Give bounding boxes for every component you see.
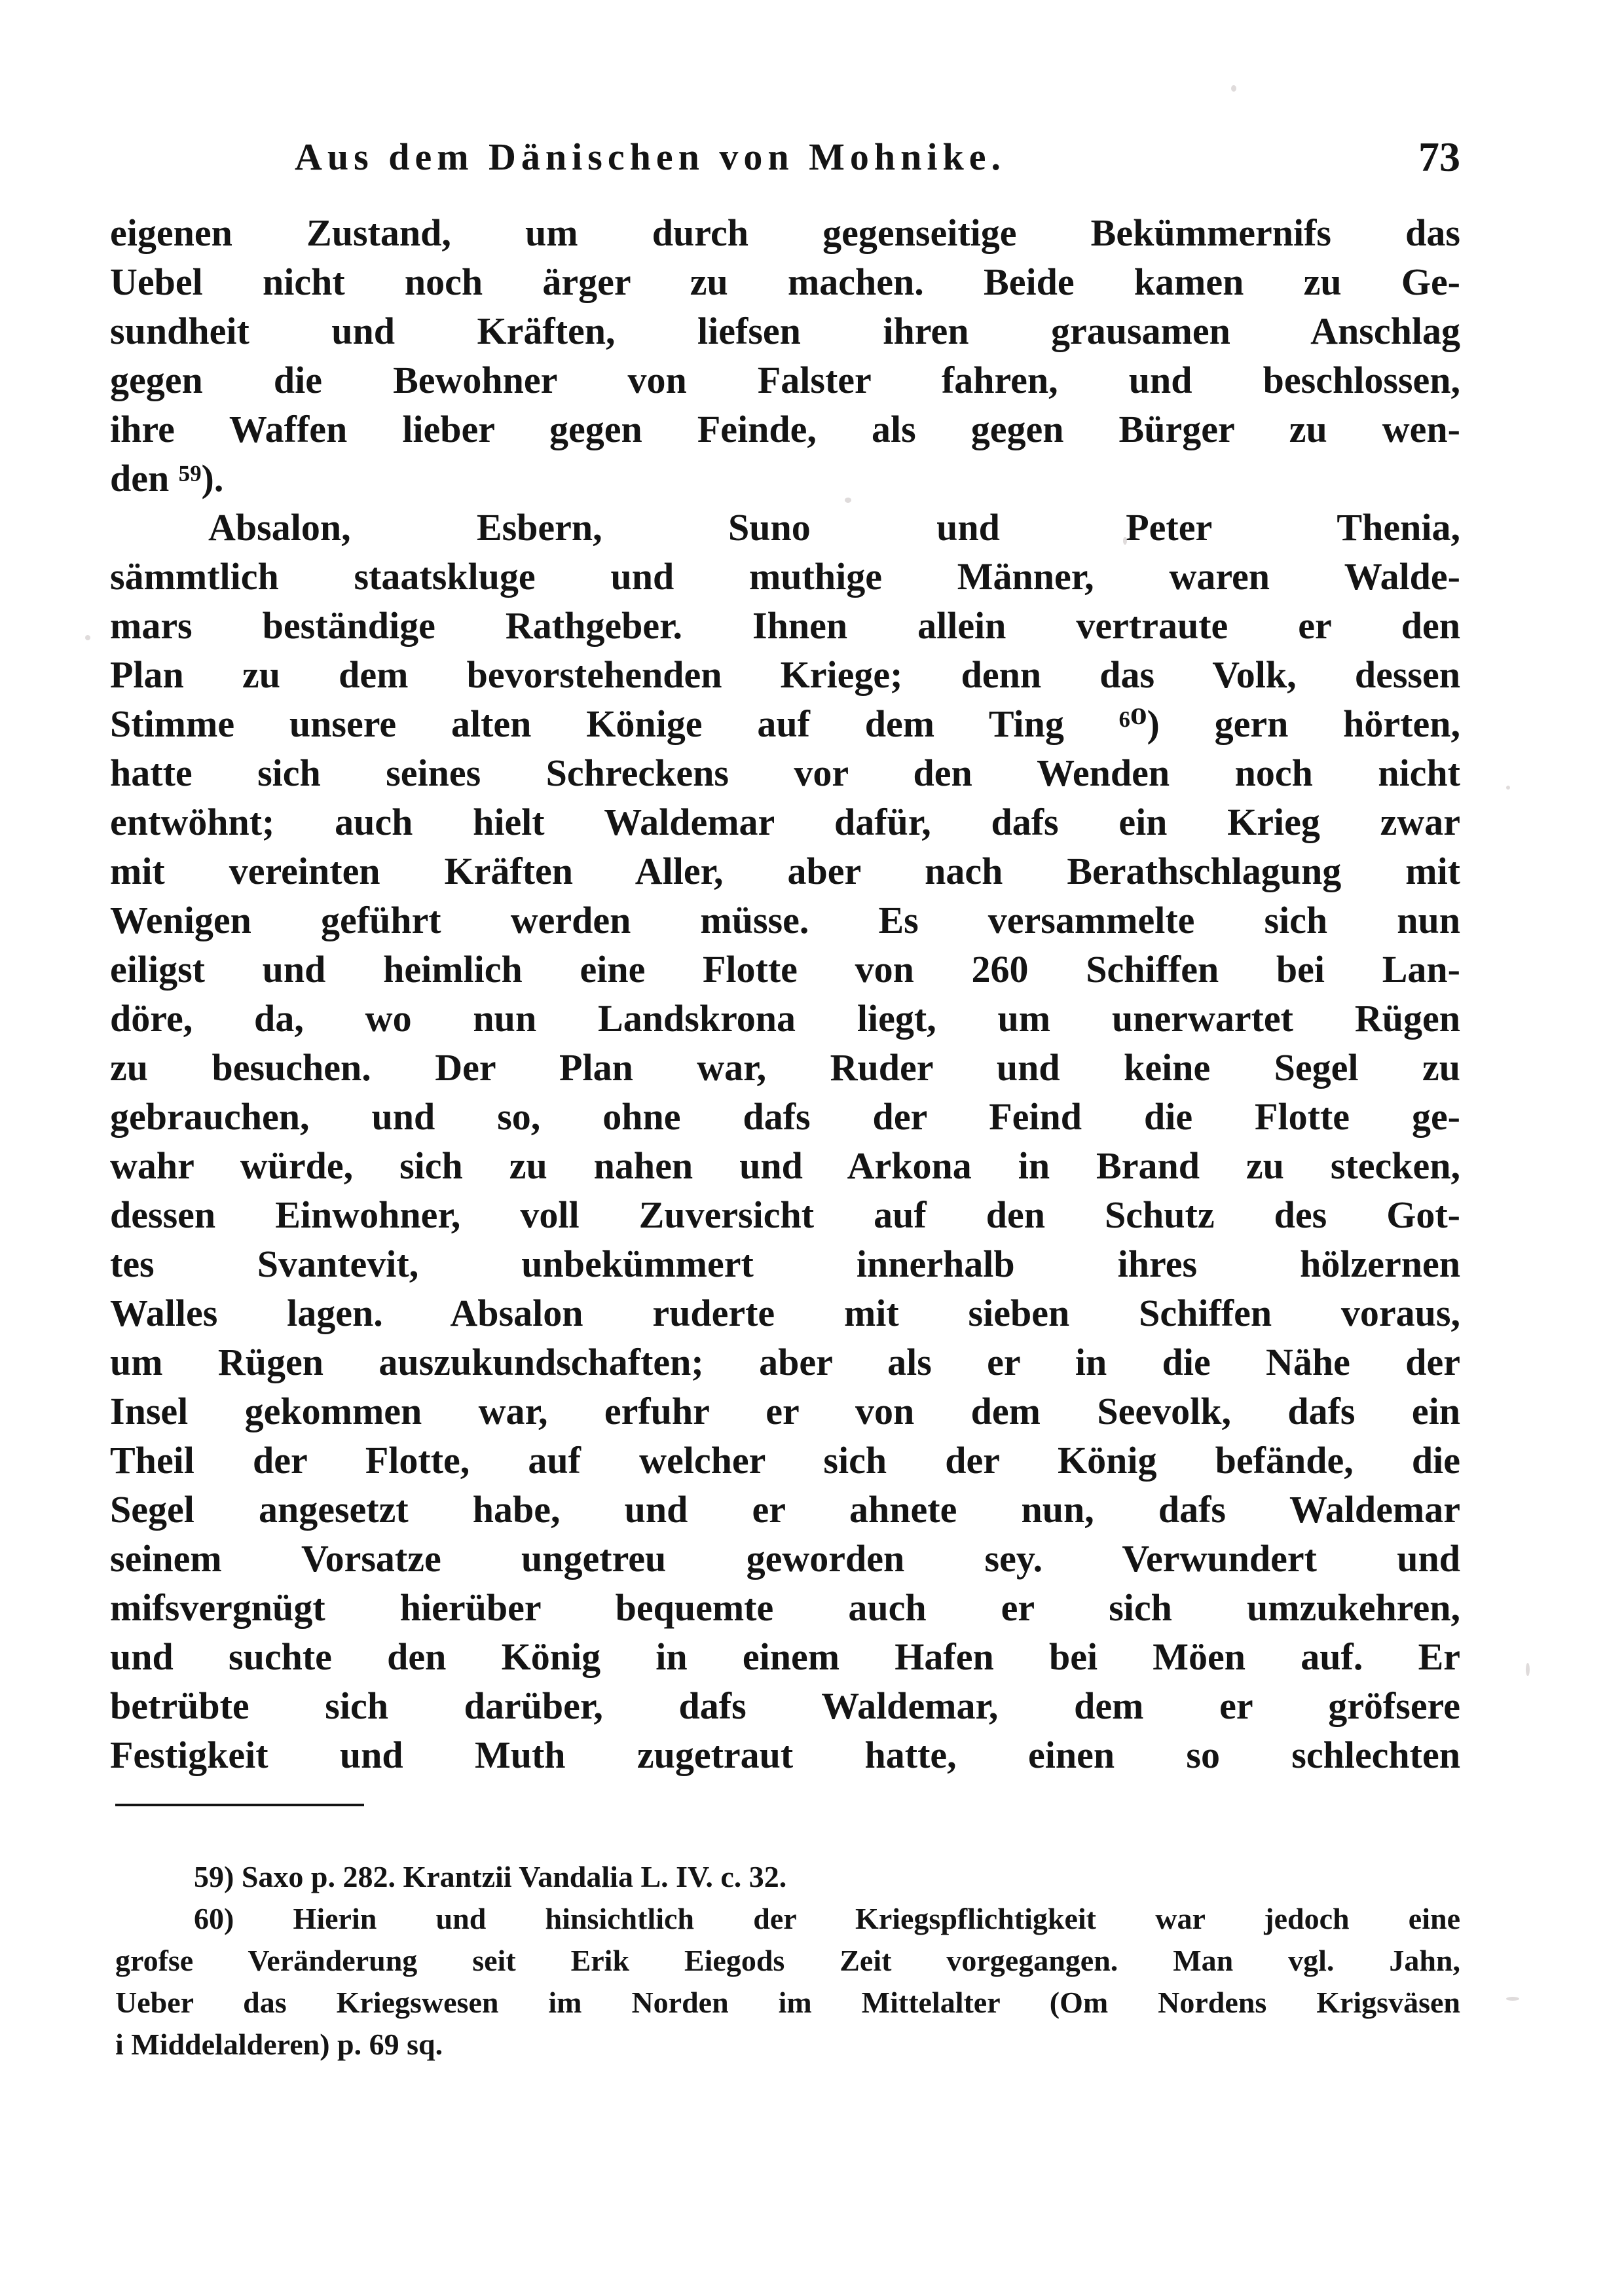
- text-line: eigenen Zustand, um durch gegenseitige Bekümmernifs das: [110, 211, 1460, 254]
- paper-speck: [1123, 537, 1127, 545]
- text-line: mifsvergnügt hierüber bequemte auch er sich umzukehren,: [110, 1586, 1460, 1629]
- text-line: hatte sich seines Schreckens vor den Wenden noch nicht: [110, 752, 1460, 794]
- text-line: den ⁵⁹).: [110, 457, 224, 500]
- text-line: und suchte den König in einem Hafen bei Möen auf. Er: [110, 1635, 1460, 1678]
- body-text: [110, 208, 1460, 1779]
- text-line: mit vereinten Kräften Aller, aber nach Berathschlagung mit: [110, 850, 1460, 892]
- text-line: gegen die Bewohner von Falster fahren, und beschlossen,: [110, 359, 1460, 401]
- text-line: wahr würde, sich zu nahen und Arkona in Brand zu stecken,: [110, 1144, 1460, 1187]
- text-line: Walles lagen. Absalon ruderte mit sieben Schiffen voraus,: [110, 1292, 1460, 1334]
- text-line: sämmtlich staatskluge und muthige Männer, waren Walde-: [110, 555, 1460, 598]
- paper-speck: [1526, 1663, 1530, 1676]
- footnote-line: 60) Hierin und hinsichtlich der Kriegspflichtigkeit war jedoch eine: [194, 1902, 1460, 1935]
- text-line: Absalon, Esbern, Suno und Peter Thenia,: [208, 506, 1460, 549]
- page-number: 73: [1418, 134, 1460, 180]
- paper-speck: [1506, 786, 1510, 790]
- text-line: mars beständige Rathgeber. Ihnen allein vertraute er den: [110, 604, 1460, 647]
- text-line: seinem Vorsatze ungetreu geworden sey. Verwundert und: [110, 1537, 1460, 1580]
- paper-speck: [1231, 85, 1236, 92]
- text-line: eiligst und heimlich eine Flotte von 260 Schiffen bei Lan-: [110, 948, 1460, 991]
- text-line: dessen Einwohner, voll Zuversicht auf den Schutz des Got-: [110, 1194, 1460, 1236]
- text-line: Segel angesetzt habe, und er ahnete nun, dafs Waldemar: [110, 1488, 1460, 1531]
- text-line: Uebel nicht noch ärger zu machen. Beide kamen zu Ge-: [110, 261, 1460, 303]
- paper-speck: [85, 635, 90, 640]
- text-line: Plan zu dem bevorstehenden Kriege; denn das Volk, dessen: [110, 653, 1460, 696]
- footnote-line: Ueber das Kriegswesen im Norden im Mittelalter (Om Nordens Krigsväsen: [115, 1986, 1460, 2019]
- footnotes: [115, 1856, 1460, 2066]
- text-line: entwöhnt; auch hielt Waldemar dafür, dafs ein Krieg zwar: [110, 801, 1460, 843]
- footnote-line: grofse Veränderung seit Erik Eiegods Zeit vorgegangen. Man vgl. Jahn,: [115, 1944, 1460, 1977]
- text-line: ihre Waffen lieber gegen Feinde, als gegen Bürger zu wen-: [110, 408, 1460, 450]
- text-line: zu besuchen. Der Plan war, Ruder und keine Segel zu: [110, 1046, 1460, 1089]
- text-line: tes Svantevit, unbekümmert innerhalb ihres hölzernen: [110, 1243, 1460, 1285]
- text-line: Insel gekommen war, erfuhr er von dem Seevolk, dafs ein: [110, 1390, 1460, 1432]
- text-line: döre, da, wo nun Landskrona liegt, um unerwartet Rügen: [110, 997, 1460, 1040]
- running-title: Aus dem Dänischen von Mohnike.: [295, 136, 1006, 178]
- text-line: Theil der Flotte, auf welcher sich der König befände, die: [110, 1439, 1460, 1482]
- text-line: gebrauchen, und so, ohne dafs der Feind die Flotte ge-: [110, 1095, 1460, 1138]
- text-line: Stimme unsere alten Könige auf dem Ting ⁶⁰) gern hörten,: [110, 702, 1460, 745]
- footnote-line: i Middelalderen) p. 69 sq.: [115, 2028, 443, 2061]
- footnote-line: 59) Saxo p. 282. Krantzii Vandalia L. IV. c. 32.: [194, 1860, 787, 1893]
- text-line: Festigkeit und Muth zugetraut hatte, einen so schlechten: [110, 1734, 1460, 1776]
- text-line: betrübte sich darüber, dafs Waldemar, dem er gröfsere: [110, 1685, 1460, 1727]
- footnote-rule: [115, 1804, 364, 1806]
- text-line: sundheit und Kräften, liefsen ihren grausamen Anschlag: [110, 310, 1460, 352]
- paper-speck: [845, 498, 851, 503]
- text-line: Wenigen geführt werden müsse. Es versammelte sich nun: [110, 899, 1460, 941]
- paper-speck: [1506, 1997, 1519, 2001]
- text-line: um Rügen auszukundschaften; aber als er in die Nähe der: [110, 1341, 1460, 1383]
- running-head: [295, 124, 1460, 190]
